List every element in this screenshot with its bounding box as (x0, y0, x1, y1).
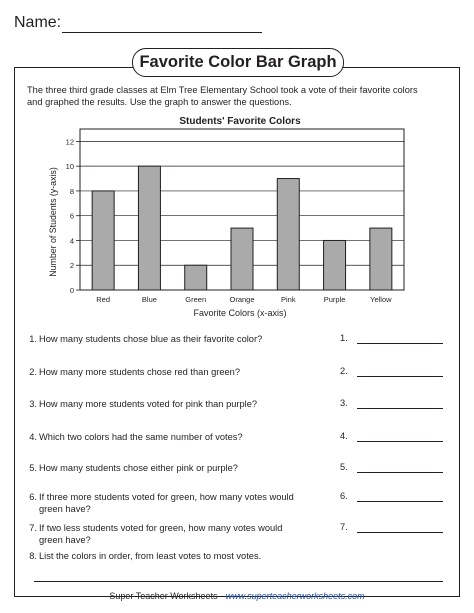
answer-line[interactable] (357, 532, 443, 533)
footer (0, 591, 474, 601)
question-text-line: How many students chose either pink or purple? (39, 463, 238, 473)
x-tick-label: Yellow (370, 295, 392, 304)
footer-link[interactable]: www.superteacherworksheets.com (225, 591, 365, 601)
y-axis-label: Number of Students (y-axis) (48, 167, 58, 277)
question-text (39, 366, 339, 378)
question-number: 6. (29, 492, 37, 502)
y-tick-label: 8 (69, 186, 74, 196)
question-text-line: List the colors in order, from least votes to most votes. (39, 551, 262, 561)
bar-blue (138, 166, 160, 290)
question-text (39, 431, 339, 443)
question-text (39, 522, 339, 546)
question-text-line: green have? (39, 504, 91, 514)
answer-number: 2. (340, 366, 348, 376)
question-text (39, 398, 339, 410)
footer-text: Super Teacher Worksheets - (109, 591, 226, 601)
answer-number: 7. (340, 522, 348, 532)
bar-red (92, 191, 114, 290)
intro-line-2: and graphed the results. Use the graph to answer the questions. (27, 97, 292, 107)
question-number: 2. (29, 367, 37, 377)
y-tick-label: 12 (65, 137, 74, 147)
x-tick-label: Orange (229, 295, 255, 304)
question-text-line: How many more students chose red than green? (39, 367, 241, 377)
x-tick-label: Pink (280, 295, 296, 304)
answer-line[interactable] (357, 376, 443, 377)
question-number: 4. (29, 432, 37, 442)
question-number: 7. (29, 523, 37, 533)
question-text-line: How many more students voted for pink than purple? (39, 399, 258, 409)
y-tick-label: 6 (69, 211, 74, 221)
answer-number: 4. (340, 431, 348, 441)
x-tick-label: Purple (323, 295, 346, 304)
bar-pink (277, 179, 299, 290)
x-tick-label: Red (96, 295, 111, 304)
question-text-line: Which two colors had the same number of votes? (39, 432, 243, 442)
bar-purple (324, 240, 346, 290)
y-tick-label: 4 (69, 236, 74, 246)
x-tick-label: Green (185, 295, 207, 304)
answer-line[interactable] (357, 343, 443, 344)
bar-orange (231, 228, 253, 290)
bar-yellow (370, 228, 392, 290)
answer-line[interactable] (357, 501, 443, 502)
question-text-line: green have? (39, 535, 91, 545)
x-axis-label: Favorite Colors (x-axis) (193, 308, 287, 318)
question-number: 1. (29, 334, 37, 344)
answer-number: 5. (340, 462, 348, 472)
question-text (39, 550, 339, 562)
question-text (39, 462, 339, 474)
bar-green (185, 265, 207, 290)
intro-line-1: The three third grade classes at Elm Tree Elementary School took a vote of their favorite colors (27, 85, 418, 95)
question-text-line: If two less students voted for green, how many votes would (39, 523, 283, 533)
question-number: 5. (29, 463, 37, 473)
question-text-line: If three more students voted for green, how many votes would (39, 492, 294, 502)
answer-number: 6. (340, 491, 348, 501)
answer-number: 3. (340, 398, 348, 408)
answer-line[interactable] (357, 408, 443, 409)
worksheet-title: Favorite Color Bar Graph (132, 48, 344, 77)
question-text (39, 333, 339, 345)
x-tick-label: Blue (141, 295, 157, 304)
chart-title: Students' Favorite Colors (179, 116, 301, 127)
question-number: 3. (29, 399, 37, 409)
question-number: 8. (29, 551, 37, 561)
y-tick-label: 10 (65, 162, 74, 172)
answer-number: 1. (340, 333, 348, 343)
y-tick-label: 0 (69, 286, 74, 295)
answer-line[interactable] (357, 441, 443, 442)
name-label: Name: (14, 14, 62, 31)
answer-line[interactable] (357, 472, 443, 473)
question-text (39, 491, 339, 515)
answer-line-8[interactable] (34, 581, 443, 582)
question-text-line: How many students chose blue as their favorite color? (39, 334, 263, 344)
y-tick-label: 2 (69, 261, 74, 271)
